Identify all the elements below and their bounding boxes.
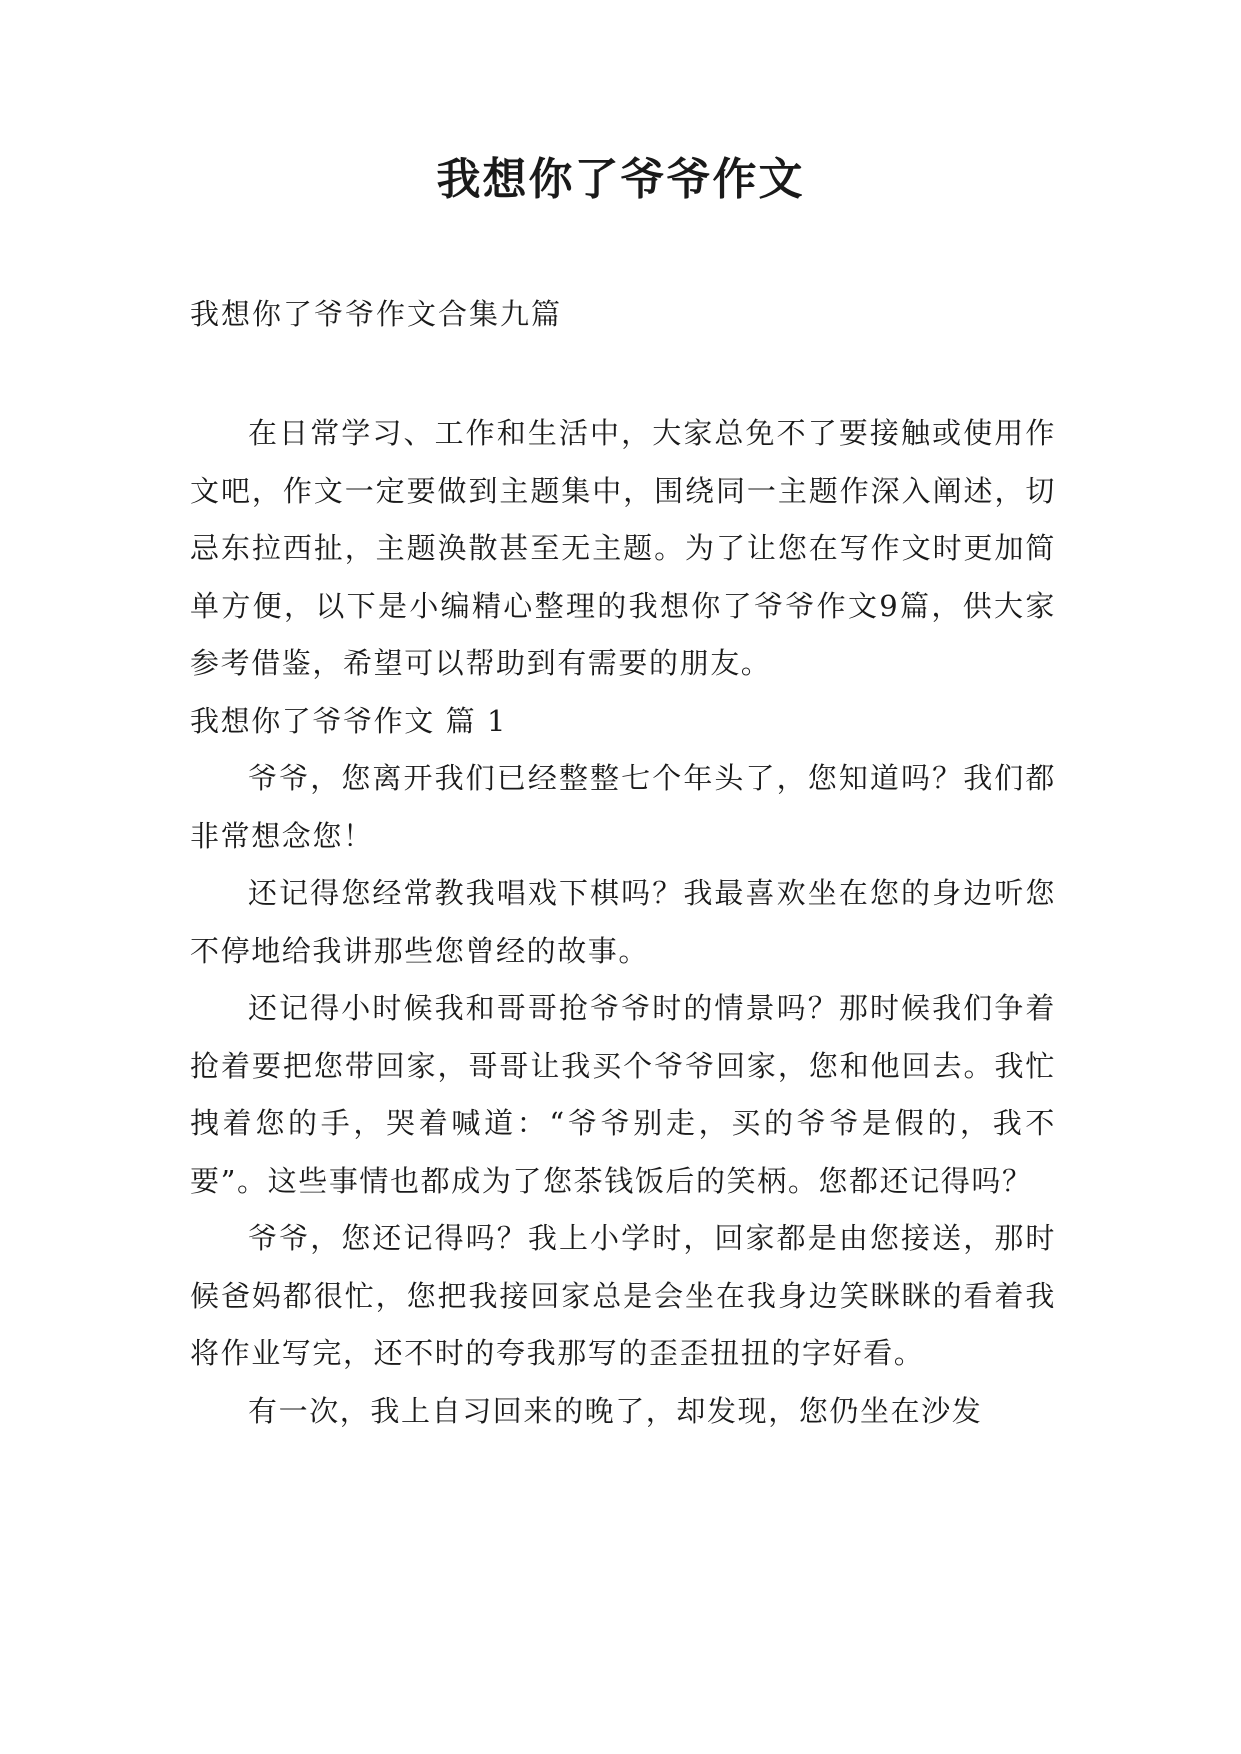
paragraph-5: 有一次，我上自习回来的晚了，却发现，您仍坐在沙发 bbox=[248, 1393, 983, 1428]
paragraph-3: 还记得小时候我和哥哥抢爷爷时的情景吗？那时候我们争着抢着要把您带回家，哥哥让我买个爷爷回家，您和他回去。我忙拽着您的手，哭着喊道：“爷爷别走，买的爷爷是假的，我不要”。这些事情也都成为了您茶钱饭后的笑柄。您都还记得吗？ bbox=[190, 991, 1056, 1198]
paragraph-2: 还记得您经常教我唱戏下棋吗？我最喜欢坐在您的身边听您不停地给我讲那些您曾经的故事。 bbox=[190, 876, 1056, 968]
paragraph-4: 爷爷，您还记得吗？我上小学时，回家都是由您接送，那时候爸妈都很忙，您把我接回家总是会坐在我身边笑眯眯的看着我将作业写完，还不时的夸我那写的歪歪扭扭的字好看。 bbox=[190, 1221, 1056, 1370]
paragraph-1: 爷爷，您离开我们已经整整七个年头了，您知道吗？我们都非常想念您！ bbox=[190, 761, 1056, 853]
section-heading: 我想你了爷爷作文 篇 1 bbox=[190, 703, 508, 738]
document-body bbox=[190, 405, 1056, 1440]
document-title: 我想你了爷爷作文 bbox=[436, 154, 805, 205]
paragraph-intro: 在日常学习、工作和生活中，大家总免不了要接触或使用作文吧，作文一定要做到主题集中，围绕同一主题作深入阐述，切忌东拉西扯，主题涣散甚至无主题。为了让您在写作文时更加简单方便，以下是小编精心整理的我想你了爷爷作文9篇，供大家参考借鉴，希望可以帮助到有需要的朋友。 bbox=[190, 416, 1056, 680]
document-subtitle: 我想你了爷爷作文合集九篇 bbox=[190, 297, 563, 331]
